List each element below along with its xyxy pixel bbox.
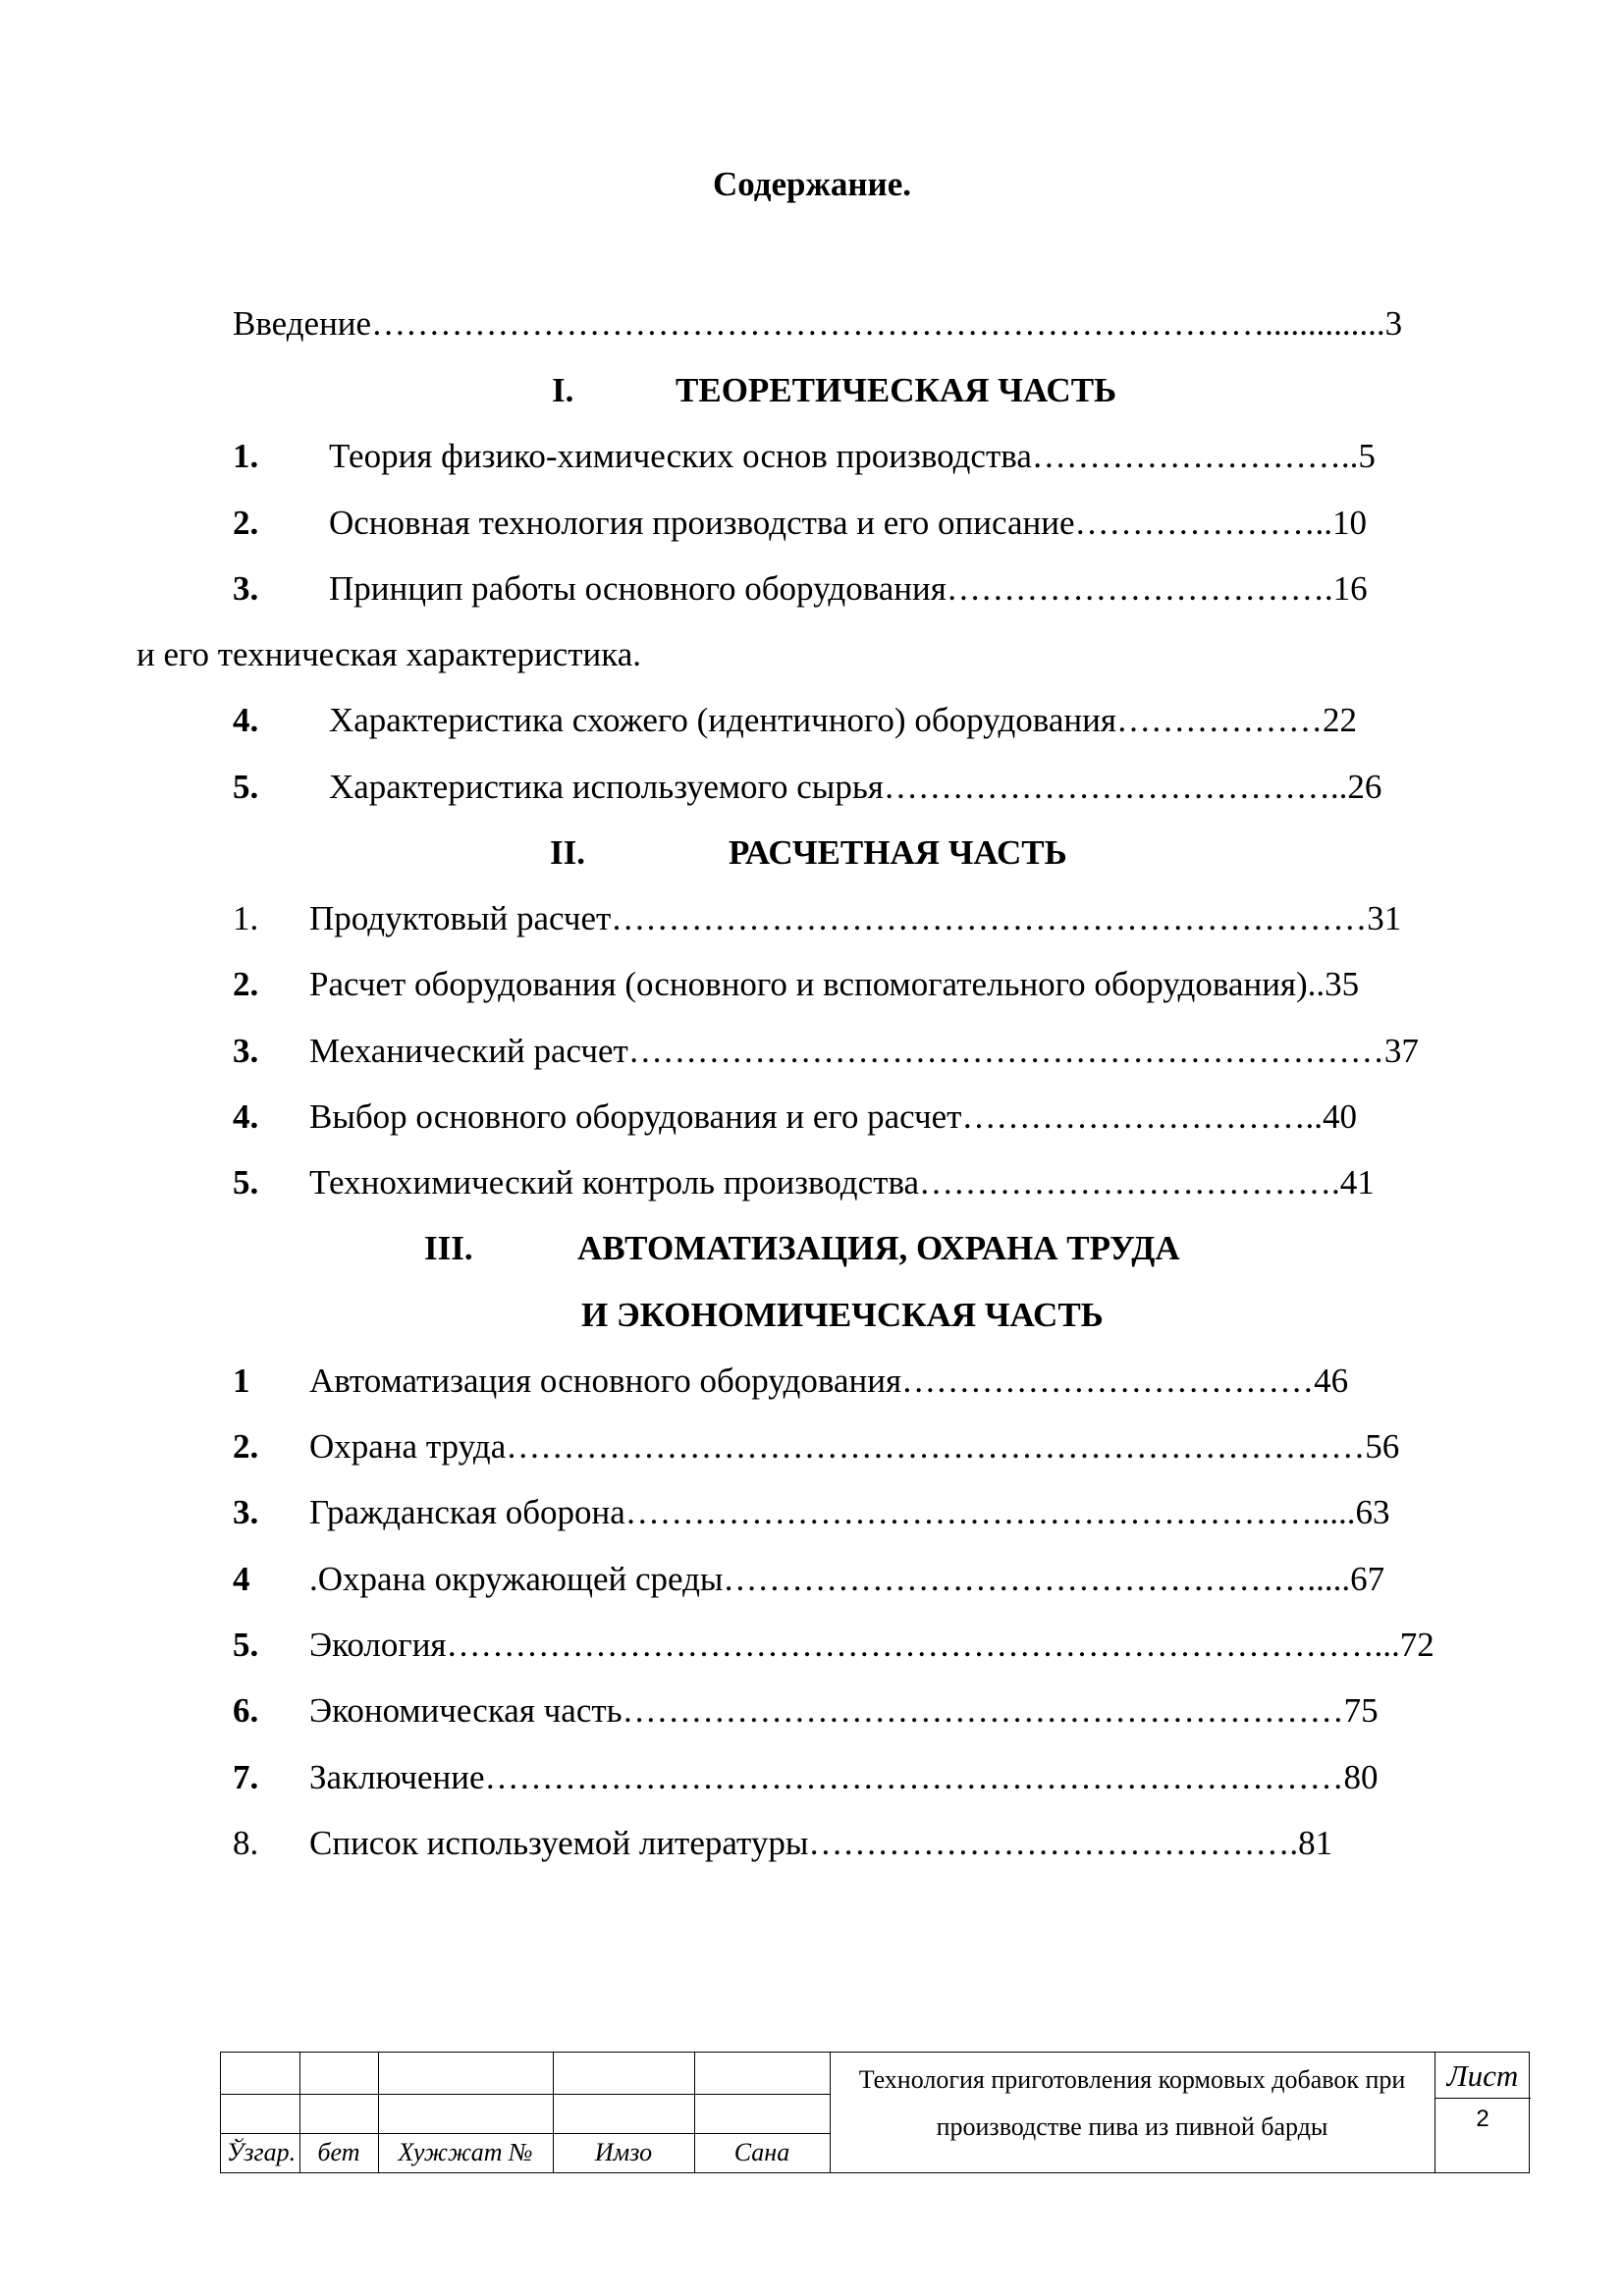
toc-item-text: Охрана труда…………………………………………………………………56: [309, 1427, 1400, 1466]
toc-item-number: 5.: [233, 768, 259, 806]
toc-item: [233, 896, 1529, 941]
toc-item-text: .Охрана окружающей среды…………………………………………….....67: [309, 1560, 1385, 1598]
page-title: Содержание.: [713, 165, 911, 203]
toc-item: [233, 1821, 1529, 1866]
stamp-rule: [221, 2133, 830, 2134]
toc-item-number: 5.: [233, 1626, 259, 1664]
toc-item: [233, 434, 1529, 479]
toc-item-number: 6.: [233, 1691, 259, 1730]
toc-item-text: Характеристика используемого сырья…………………………………..26: [329, 768, 1382, 806]
toc-item-text: Расчет оборудования (основного и вспомогательного оборудования)..35: [309, 965, 1360, 1003]
section-title: АВТОМАТИЗАЦИЯ, ОХРАНА ТРУДА: [577, 1229, 1180, 1267]
stamp-label-page: бет: [317, 2138, 360, 2166]
toc-item-text: Продуктовый расчет…………………………………………………………31: [309, 899, 1402, 937]
toc-item: [233, 1095, 1529, 1140]
section-number: III.: [424, 1229, 473, 1267]
toc-item: [233, 1623, 1529, 1668]
stamp-document-title: Технология приготовления кормовых добавок при производстве пива из пивной барды: [858, 2065, 1406, 2141]
toc-item-number: 1.: [233, 899, 259, 937]
toc-item-text: Автоматизация основного оборудования………………………………46: [309, 1362, 1349, 1400]
toc-item-text: Гражданская оборона…………………………………………………….....63: [309, 1493, 1390, 1531]
toc-item: [233, 698, 1529, 743]
toc-item: [233, 962, 1529, 1007]
toc-item-number: 2.: [233, 504, 259, 542]
toc-item: [233, 765, 1529, 810]
toc-item-text: Характеристика схожего (идентичного) оборудования………………22: [329, 701, 1357, 739]
toc-item-text: Принцип работы основного оборудования…………………………….16: [329, 569, 1368, 608]
stamp-label-signature: Имзо: [594, 2138, 653, 2166]
title-block-stamp: [220, 2052, 1530, 2173]
section-title: РАСЧЕТНАЯ ЧАСТЬ: [729, 833, 1067, 872]
section-title-line2: И ЭКОНОМИЧЕЧСКАЯ ЧАСТЬ: [581, 1296, 1104, 1334]
toc-item-text: Теория физико-химических основ производства………………………..5: [329, 437, 1376, 475]
stamp-sheet-label: Лист: [1446, 2058, 1519, 2093]
section-heading-1: [0, 368, 1624, 413]
toc-item: [233, 1557, 1529, 1602]
section-number: I.: [552, 371, 574, 409]
toc-item-number: 4.: [233, 1097, 259, 1136]
toc-item: [233, 1359, 1529, 1404]
toc-item-text: Механический расчет…………………………………………………………37: [309, 1032, 1419, 1070]
toc-item-number: 5.: [233, 1163, 259, 1201]
section-heading-3-line2: [0, 1293, 1624, 1338]
stamp-label-change: Ўзгар.: [226, 2138, 297, 2166]
stamp-sheet-number: 2: [1476, 2106, 1489, 2132]
toc-item: [233, 1688, 1529, 1734]
toc-item-text: Экономическая часть………………………………………………………75: [309, 1691, 1379, 1730]
toc-item: [233, 1160, 1529, 1205]
section-title: ТЕОРЕТИЧЕСКАЯ ЧАСТЬ: [676, 371, 1117, 409]
toc-item: [233, 1424, 1529, 1469]
stamp-rule: [1435, 2098, 1531, 2099]
toc-item-text: Экология………………………………………………………………………...72: [309, 1626, 1435, 1664]
section-heading-2: [0, 830, 1624, 876]
stamp-label-doc-number: Хужжат №: [398, 2138, 533, 2166]
toc-intro: [233, 301, 1529, 347]
toc-item-number: 3.: [233, 1493, 259, 1531]
toc-item: [233, 1755, 1529, 1800]
toc-item-text: Выбор основного оборудования и его расчет…………………………..40: [309, 1097, 1357, 1136]
toc-item-number: 1.: [233, 437, 259, 475]
toc-item-continuation: [136, 632, 1433, 677]
stamp-label-date: Сана: [733, 2138, 790, 2166]
toc-intro-text: Введение……………………………………………………………………..............3: [233, 304, 1403, 343]
toc-item-text: Технохимический контроль производства……………………………….41: [309, 1163, 1375, 1201]
section-number: II.: [550, 833, 585, 872]
toc-item-number: 1: [233, 1362, 250, 1400]
toc-item: [233, 1490, 1529, 1535]
toc-item-text: Заключение…………………………………………………………………80: [309, 1758, 1379, 1796]
toc-item-number: 8.: [233, 1824, 259, 1862]
toc-item-number: 3.: [233, 1032, 259, 1070]
toc-item-number: 7.: [233, 1758, 259, 1796]
toc-item-number: 3.: [233, 569, 259, 608]
toc-item-text: Список используемой литературы…………………………………….81: [309, 1824, 1333, 1862]
toc-item-number: 2.: [233, 1427, 259, 1466]
toc-item: [233, 566, 1529, 612]
toc-item-text: Основная технология производства и его описание…………………..10: [329, 504, 1367, 542]
toc-item: [233, 1029, 1529, 1074]
toc-item-number: 4: [233, 1560, 250, 1598]
toc-item-number: 4.: [233, 701, 259, 739]
toc-item-text: и его техническая характеристика.: [136, 635, 642, 673]
toc-item: [233, 501, 1529, 546]
toc-item-number: 2.: [233, 965, 259, 1003]
stamp-rule: [221, 2094, 830, 2095]
section-heading-3: [0, 1226, 1624, 1271]
